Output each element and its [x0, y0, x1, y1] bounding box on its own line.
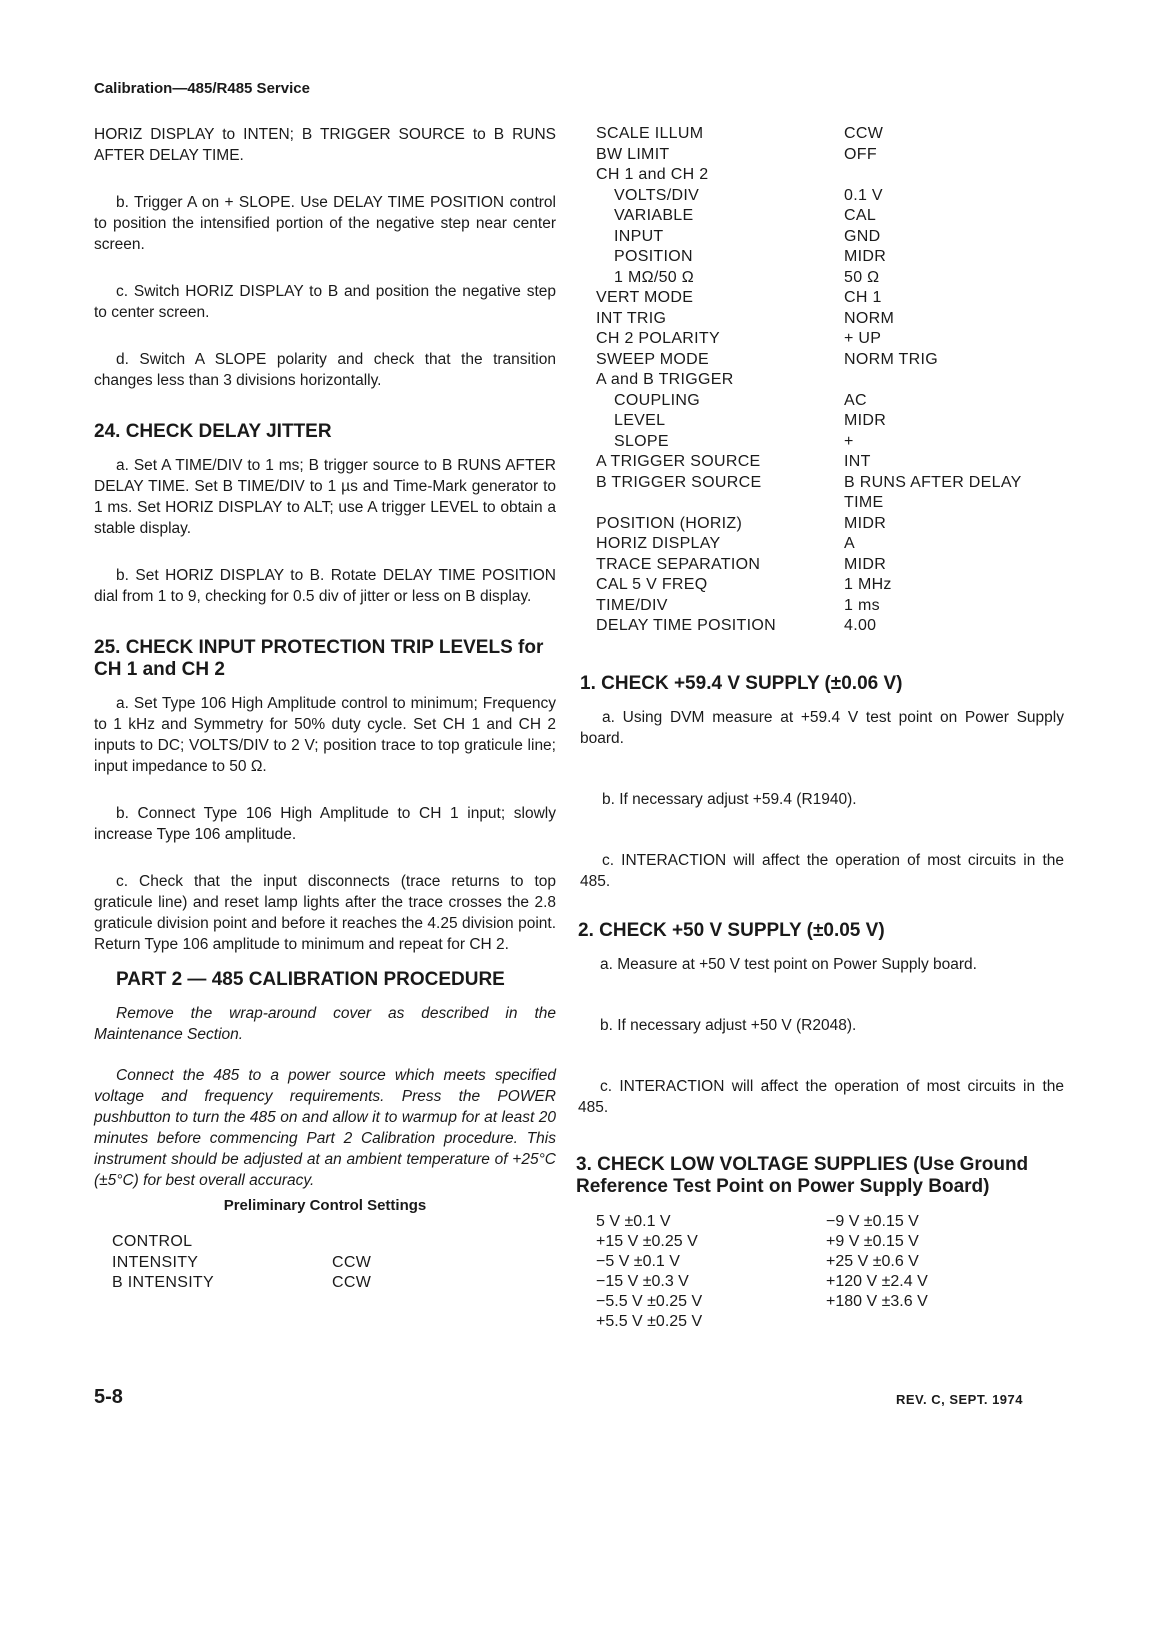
preliminary-settings-table — [112, 1232, 412, 1294]
table-row — [596, 329, 1064, 350]
control-setting: AC — [844, 391, 867, 409]
control-setting: 4.00 — [844, 617, 877, 634]
tolerance-list-left — [596, 1212, 826, 1332]
table-row — [596, 452, 1064, 473]
table-row — [596, 268, 1064, 289]
control-setting: MIDR — [844, 514, 887, 532]
table-row — [112, 1253, 412, 1274]
control-name: SCALE ILLUM — [596, 125, 704, 142]
control-setting — [844, 370, 1064, 391]
control-setting: + — [844, 432, 854, 450]
list-item: −9 V ±0.15 V — [826, 1212, 919, 1230]
preliminary-settings-title: Preliminary Control Settings — [223, 1197, 427, 1214]
tolerance-lists — [596, 1212, 1064, 1332]
section-3-title: 3. CHECK LOW VOLTAGE SUPPLIES (Use Ground Reference Test Point on Power Supply Board) — [576, 1153, 1029, 1197]
table-row — [596, 247, 1064, 268]
control-name: POSITION (HORIZ) — [596, 514, 743, 532]
section-2-title: 2. CHECK +50 V SUPPLY (±0.05 V) — [578, 919, 885, 941]
section-25-step-a: a. Set Type 106 High Amplitude control to minimum; Frequency to 1 kHz and Symmetry for 50% duty cycle. Set CH 1 and CH 2 inputs to DC; VOLTS/DIV to 2 V; position trace to top graticule line; input impedance to 50 Ω. — [94, 695, 556, 775]
table-row — [596, 555, 1064, 576]
step-d: d. Switch A SLOPE polarity and check that the transition changes less than 3 divisions horizontally. — [94, 351, 556, 389]
control-name: COUPLING — [614, 391, 700, 409]
part-2-note-1: Remove the wrap-around cover as described in the Maintenance Section. — [94, 1005, 556, 1043]
table-row — [596, 432, 1064, 453]
control-setting: 0.1 V — [844, 186, 883, 204]
table-row — [596, 227, 1064, 248]
table-row — [596, 206, 1064, 227]
table-row — [596, 186, 1064, 207]
running-header: Calibration—485/R485 Service — [94, 80, 310, 97]
control-name: A TRIGGER SOURCE — [596, 453, 761, 470]
control-setting: INT — [844, 453, 871, 470]
control-name: INTENSITY — [112, 1253, 199, 1271]
control-name: DELAY TIME POSITION — [596, 617, 776, 634]
table-header-row — [112, 1232, 412, 1253]
tolerance-list-right — [826, 1212, 1056, 1332]
step-b: b. Trigger A on + SLOPE. Use DELAY TIME POSITION control to position the intensified portion of the negative step near center screen. — [94, 194, 556, 253]
list-item: −5.5 V ±0.25 V — [596, 1292, 703, 1310]
list-item: +9 V ±0.15 V — [826, 1232, 919, 1250]
control-name: TRACE SEPARATION — [596, 555, 761, 573]
list-item: +5.5 V ±0.25 V — [596, 1312, 703, 1330]
table-row — [596, 391, 1064, 412]
control-setting: + UP — [844, 330, 882, 347]
section-2-step-b: b. If necessary adjust +50 V (R2048). — [600, 1016, 857, 1034]
control-setting: 1 MHz — [844, 576, 892, 593]
section-25-step-c: c. Check that the input disconnects (trace returns to top graticule line) and reset lamp lights after the trace crosses the 2.8 graticule division point and before it reaches the 4.25 division point. Return Type 106 amplitude to minimum and repeat for CH 2. — [94, 873, 556, 953]
revision-date: REV. C, SEPT. 1974 — [895, 1392, 1023, 1407]
part-2-title: PART 2 — 485 CALIBRATION PROCEDURE — [116, 969, 505, 990]
list-item: 5 V ±0.1 V — [596, 1212, 671, 1230]
control-name: INPUT — [614, 227, 664, 245]
section-24-title: 24. CHECK DELAY JITTER — [94, 421, 332, 442]
control-setting: MIDR — [844, 412, 887, 429]
control-setting: 50 Ω — [844, 268, 880, 286]
control-header: CONTROL — [112, 1233, 193, 1250]
control-setting: CCW — [332, 1253, 372, 1271]
control-setting: CH 1 — [844, 289, 882, 306]
control-setting: MIDR — [844, 248, 887, 265]
control-setting: A — [844, 535, 855, 552]
control-name: VERT MODE — [596, 289, 694, 306]
section-25-step-b: b. Connect Type 106 High Amplitude to CH 1 input; slowly increase Type 106 amplitude. — [94, 805, 556, 843]
section-25-title: 25. CHECK INPUT PROTECTION TRIP LEVELS for CH 1 and CH 2 — [94, 637, 544, 680]
control-setting: 1 ms — [844, 596, 880, 614]
table-row — [596, 124, 1064, 145]
table-row — [596, 309, 1064, 330]
table-row — [596, 145, 1064, 166]
section-1-step-c: c. INTERACTION will affect the operation of most circuits in the 485. — [580, 851, 1064, 890]
control-setting: CAL — [844, 207, 877, 224]
control-name: 1 MΩ/50 Ω — [614, 268, 694, 286]
control-name: SWEEP MODE — [596, 350, 709, 368]
table-row — [596, 370, 1064, 391]
control-name: B TRIGGER SOURCE — [596, 473, 762, 491]
control-name: A and B TRIGGER — [596, 371, 734, 388]
right-column — [576, 124, 1064, 1332]
list-item: +180 V ±3.6 V — [826, 1292, 928, 1310]
control-name: VOLTS/DIV — [614, 186, 700, 204]
control-setting: CCW — [332, 1274, 372, 1291]
control-name: INT TRIG — [596, 309, 667, 327]
table-row — [596, 288, 1064, 309]
control-setting: CCW — [844, 125, 884, 142]
table-row — [112, 1273, 412, 1294]
table-row — [596, 514, 1064, 535]
table-row — [596, 350, 1064, 371]
control-name: B INTENSITY — [112, 1274, 214, 1291]
section-2-step-c: c. INTERACTION will affect the operation of most circuits in the 485. — [578, 1077, 1064, 1116]
control-name: TIME/DIV — [596, 596, 668, 614]
table-row — [596, 473, 1064, 514]
section-1-step-b: b. If necessary adjust +59.4 (R1940). — [602, 790, 857, 808]
control-setting: MIDR — [844, 555, 887, 573]
list-item: +15 V ±0.25 V — [596, 1232, 698, 1250]
control-name: LEVEL — [614, 412, 666, 429]
control-name: SLOPE — [614, 432, 669, 450]
section-1-title: 1. CHECK +59.4 V SUPPLY (±0.06 V) — [580, 672, 903, 694]
control-name: POSITION — [614, 248, 693, 265]
control-settings-table — [596, 124, 1064, 637]
table-row — [596, 165, 1064, 186]
control-name: CH 2 POLARITY — [596, 330, 720, 347]
part-2-note-2: Connect the 485 to a power source which meets specified voltage and frequency requirements. Press the POWER pushbutton to turn the 485 on and allow it to warmup for at least 20 minutes before commencing Part 2 Calibration procedure. This instrument should be adjusted at an ambient temperature of +25°C (±5°C) for best overall accuracy. — [94, 1067, 556, 1189]
list-item: −5 V ±0.1 V — [596, 1252, 680, 1270]
list-item: −15 V ±0.3 V — [596, 1272, 689, 1290]
section-24-step-b: b. Set HORIZ DISPLAY to B. Rotate DELAY TIME POSITION dial from 1 to 9, checking for 0.5 div of jitter or less on B display. — [94, 567, 556, 605]
left-column — [94, 124, 556, 1294]
section-24-step-a: a. Set A TIME/DIV to 1 ms; B trigger source to B RUNS AFTER DELAY TIME. Set B TIME/DIV to 1 µs and Time-Mark generator to 1 ms. Set HORIZ DISPLAY to ALT; use A trigger LEVEL to obtain a stable display. — [94, 457, 556, 537]
section-2-step-a: a. Measure at +50 V test point on Power Supply board. — [600, 955, 977, 973]
control-name: VARIABLE — [614, 207, 694, 224]
control-name: CH 1 and CH 2 — [596, 166, 709, 183]
table-row — [596, 616, 1064, 637]
list-item: +25 V ±0.6 V — [826, 1252, 919, 1270]
table-row — [596, 534, 1064, 555]
step-c: c. Switch HORIZ DISPLAY to B and position the negative step to center screen. — [94, 283, 556, 321]
table-row — [596, 575, 1064, 596]
intro-text: HORIZ DISPLAY to INTEN; B TRIGGER SOURCE to B RUNS AFTER DELAY TIME. — [94, 126, 556, 164]
control-setting: NORM TRIG — [844, 350, 938, 368]
control-name: BW LIMIT — [596, 145, 670, 163]
control-name: CAL 5 V FREQ — [596, 576, 708, 593]
table-row — [596, 596, 1064, 617]
section-1-step-a: a. Using DVM measure at +59.4 V test point on Power Supply board. — [580, 708, 1064, 747]
control-setting — [844, 165, 1064, 186]
control-name: HORIZ DISPLAY — [596, 535, 721, 552]
control-setting: B RUNS AFTER DELAY TIME — [844, 473, 1022, 511]
control-setting: GND — [844, 227, 881, 245]
control-setting: NORM — [844, 309, 895, 327]
list-item: +120 V ±2.4 V — [826, 1272, 928, 1290]
page-number: 5-8 — [94, 1386, 123, 1408]
table-row — [596, 411, 1064, 432]
control-setting: OFF — [844, 145, 877, 163]
